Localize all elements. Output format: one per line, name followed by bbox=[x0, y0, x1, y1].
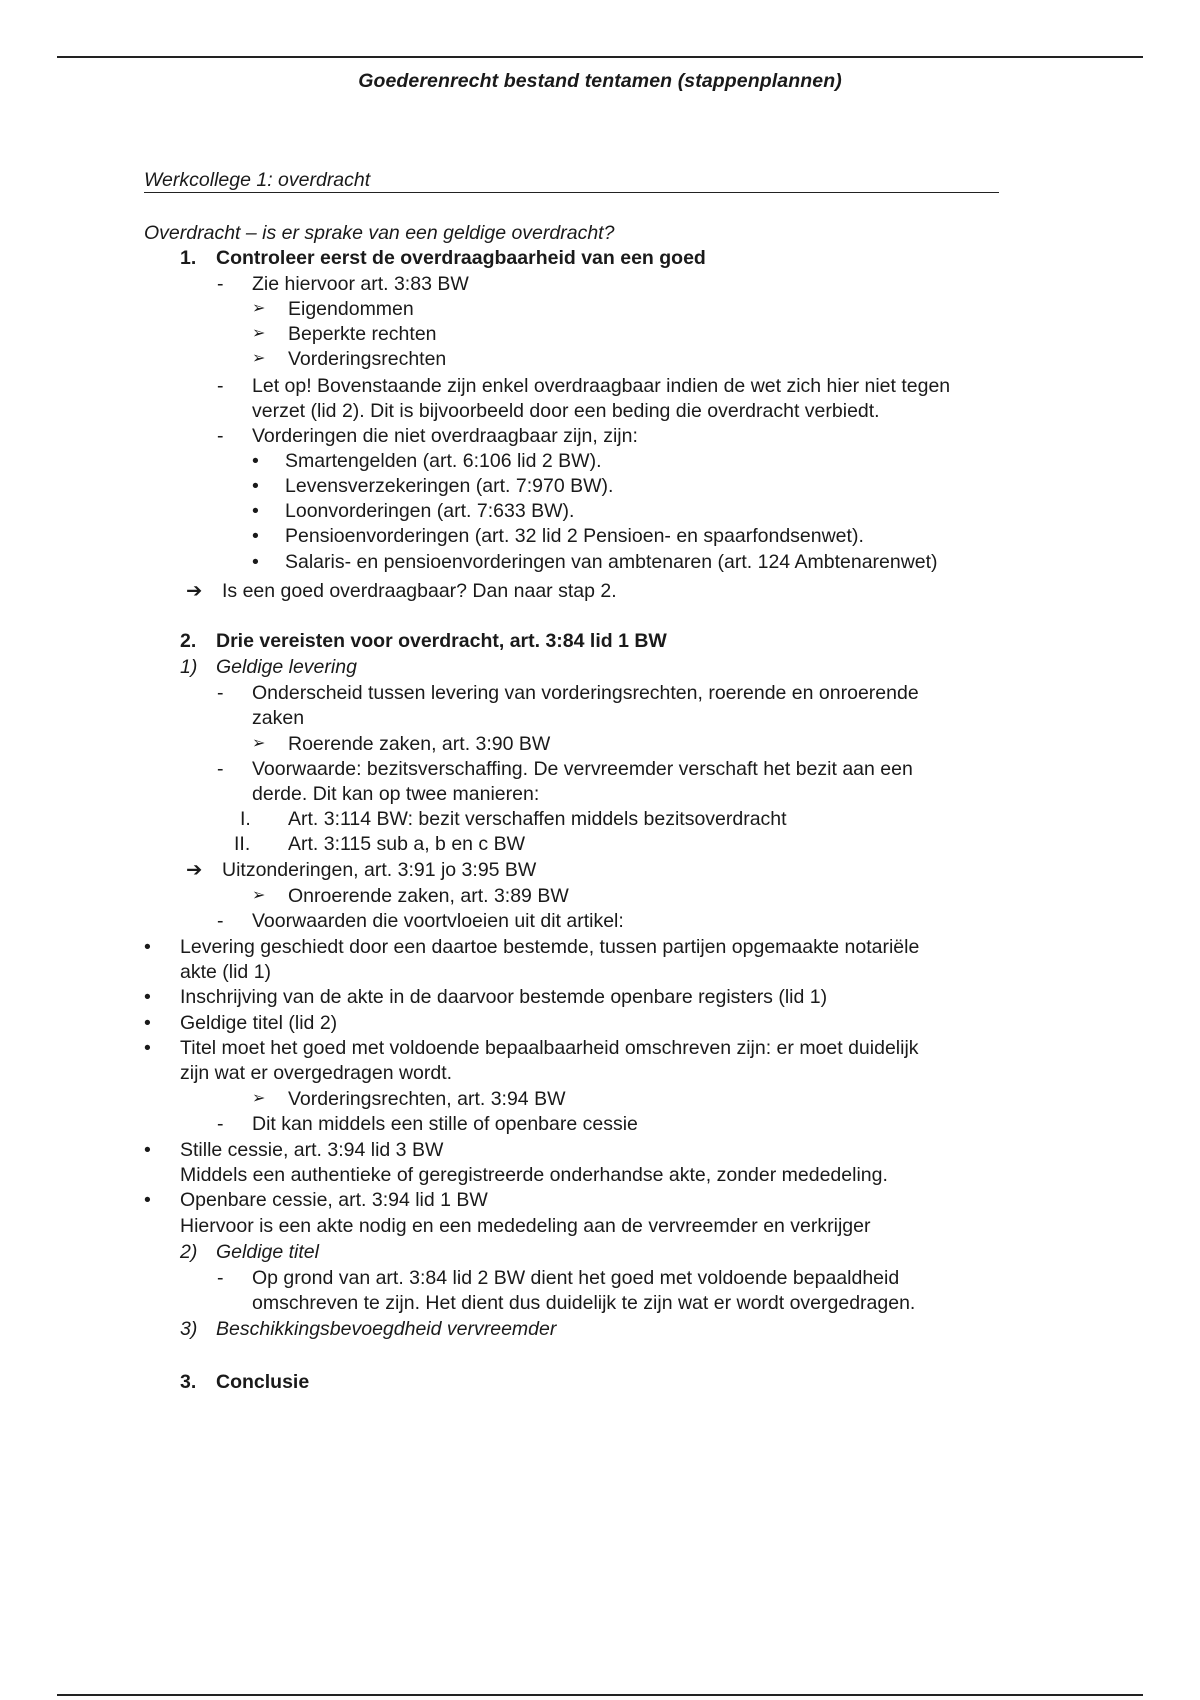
dash-marker: - bbox=[217, 758, 224, 780]
document-title: Goederenrecht bestand tentamen (stappenplannen) bbox=[358, 70, 842, 92]
req2-number: 2) bbox=[180, 1241, 198, 1263]
arrowhead-icon: ➢ bbox=[252, 887, 266, 904]
section-heading: Werkcollege 1: overdracht bbox=[144, 168, 999, 193]
list-item: Salaris- en pensioenvorderingen van ambtenaren (art. 124 Ambtenarenwet) bbox=[285, 551, 938, 573]
voorwaarden-artikel: Voorwaarden die voortvloeien uit dit artikel: bbox=[252, 910, 624, 932]
dash-marker: - bbox=[217, 1113, 224, 1135]
voorwaarde-line1: Voorwaarde: bezitsverschaffing. De vervreemder verschaft het bezit aan een bbox=[252, 758, 913, 780]
list-item: Levensverzekeringen (art. 7:970 BW). bbox=[285, 475, 614, 497]
step1-note-line1: Let op! Bovenstaande zijn enkel overdraagbaar indien de wet zich hier niet tegen bbox=[252, 375, 951, 397]
bullet-icon: • bbox=[252, 500, 259, 522]
openbare-uitleg: Hiervoor is een akte nodig en een mededeling aan de vervreemder en verkrijger bbox=[180, 1215, 871, 1237]
step1-number: 1. bbox=[180, 247, 197, 269]
ob1-line2: akte (lid 1) bbox=[180, 961, 272, 983]
roman2: Art. 3:115 sub a, b en c BW bbox=[288, 833, 526, 855]
arrow-right-icon: ➔ bbox=[186, 859, 203, 881]
arrowhead-icon: ➢ bbox=[252, 300, 266, 317]
roman2-number: II. bbox=[234, 833, 251, 855]
step1-conclusion: Is een goed overdraagbaar? Dan naar stap 2. bbox=[222, 580, 617, 602]
cessie-dash: Dit kan middels een stille of openbare cessie bbox=[252, 1113, 638, 1135]
list-item: Beperkte rechten bbox=[288, 323, 437, 345]
bullet-icon: • bbox=[144, 1012, 151, 1034]
dash-marker: - bbox=[217, 1267, 224, 1289]
intro-question: Overdracht – is er sprake van een geldige overdracht? bbox=[144, 222, 615, 244]
step3-title: Conclusie bbox=[216, 1371, 310, 1393]
req1-number: 1) bbox=[180, 656, 198, 678]
step1-dash1: Zie hiervoor art. 3:83 BW bbox=[252, 273, 469, 295]
ob4-line2: zijn wat er overgedragen wordt. bbox=[180, 1062, 453, 1084]
step1-title: Controleer eerst de overdraagbaarheid van een goed bbox=[216, 247, 706, 269]
top-rule bbox=[57, 56, 1143, 58]
step1-note-line2: verzet (lid 2). Dit is bijvoorbeeld door een beding die overdracht verbiedt. bbox=[252, 400, 880, 422]
arrowhead-icon: ➢ bbox=[252, 325, 266, 342]
roerend: Roerende zaken, art. 3:90 BW bbox=[288, 733, 551, 755]
levering-line1: Onderscheid tussen levering van vorderingsrechten, roerende en onroerende bbox=[252, 682, 919, 704]
stille-cessie: Stille cessie, art. 3:94 lid 3 BW bbox=[180, 1139, 444, 1161]
step2-number: 2. bbox=[180, 630, 197, 652]
dash-marker: - bbox=[217, 273, 224, 295]
bullet-icon: • bbox=[144, 1139, 151, 1161]
arrowhead-icon: ➢ bbox=[252, 735, 266, 752]
dash-marker: - bbox=[217, 425, 224, 447]
ob4-line1: Titel moet het goed met voldoende bepaalbaarheid omschreven zijn: er moet duidelijk bbox=[180, 1037, 919, 1059]
bullet-icon: • bbox=[252, 525, 259, 547]
list-item: Smartengelden (art. 6:106 lid 2 BW). bbox=[285, 450, 602, 472]
step2-title: Drie vereisten voor overdracht, art. 3:84 lid 1 BW bbox=[216, 630, 667, 652]
ob2: Inschrijving van de akte in de daarvoor bestemde openbare registers (lid 1) bbox=[180, 986, 828, 1008]
bullet-icon: • bbox=[144, 1189, 151, 1211]
titel-line1: Op grond van art. 3:84 lid 2 BW dient het goed met voldoende bepaaldheid bbox=[252, 1267, 900, 1289]
arrowhead-icon: ➢ bbox=[252, 350, 266, 367]
req2-title: Geldige titel bbox=[216, 1241, 319, 1263]
arrow-right-icon: ➔ bbox=[186, 580, 203, 602]
dash-marker: - bbox=[217, 910, 224, 932]
stille-uitleg: Middels een authentieke of geregistreerde onderhandse akte, zonder mededeling. bbox=[180, 1164, 888, 1186]
list-item: Pensioenvorderingen (art. 32 lid 2 Pensioen- en spaarfondsenwet). bbox=[285, 525, 864, 547]
list-item: Loonvorderingen (art. 7:633 BW). bbox=[285, 500, 575, 522]
req3-title: Beschikkingsbevoegdheid vervreemder bbox=[216, 1318, 557, 1340]
step3-number: 3. bbox=[180, 1371, 197, 1393]
bullet-icon: • bbox=[144, 936, 151, 958]
bullet-icon: • bbox=[252, 551, 259, 573]
arrowhead-icon: ➢ bbox=[252, 1090, 266, 1107]
vorderingsrechten: Vorderingsrechten, art. 3:94 BW bbox=[288, 1088, 566, 1110]
levering-line2: zaken bbox=[252, 707, 305, 729]
ob3: Geldige titel (lid 2) bbox=[180, 1012, 338, 1034]
roman1: Art. 3:114 BW: bezit verschaffen middels bezitsoverdracht bbox=[288, 808, 787, 830]
dash-marker: - bbox=[217, 682, 224, 704]
bullet-icon: • bbox=[144, 986, 151, 1008]
ob1-line1: Levering geschiedt door een daartoe bestemde, tussen partijen opgemaakte notariële bbox=[180, 936, 920, 958]
bullet-icon: • bbox=[144, 1037, 151, 1059]
dash-marker: - bbox=[217, 375, 224, 397]
roman1-number: I. bbox=[240, 808, 251, 830]
uitzondering: Uitzonderingen, art. 3:91 jo 3:95 BW bbox=[222, 859, 537, 881]
openbare-cessie: Openbare cessie, art. 3:94 lid 1 BW bbox=[180, 1189, 488, 1211]
bottom-rule bbox=[57, 1694, 1143, 1696]
list-item: Vorderingsrechten bbox=[288, 348, 447, 370]
voorwaarde-line2: derde. Dit kan op twee manieren: bbox=[252, 783, 540, 805]
list-item: Eigendommen bbox=[288, 298, 414, 320]
bullet-icon: • bbox=[252, 475, 259, 497]
bullet-icon: • bbox=[252, 450, 259, 472]
req3-number: 3) bbox=[180, 1318, 198, 1340]
req1-title: Geldige levering bbox=[216, 656, 357, 678]
titel-line2: omschreven te zijn. Het dient dus duidelijk te zijn wat er wordt overgedragen. bbox=[252, 1292, 916, 1314]
step1-dash3: Vorderingen die niet overdraagbaar zijn, zijn: bbox=[252, 425, 638, 447]
onroerend: Onroerende zaken, art. 3:89 BW bbox=[288, 885, 569, 907]
